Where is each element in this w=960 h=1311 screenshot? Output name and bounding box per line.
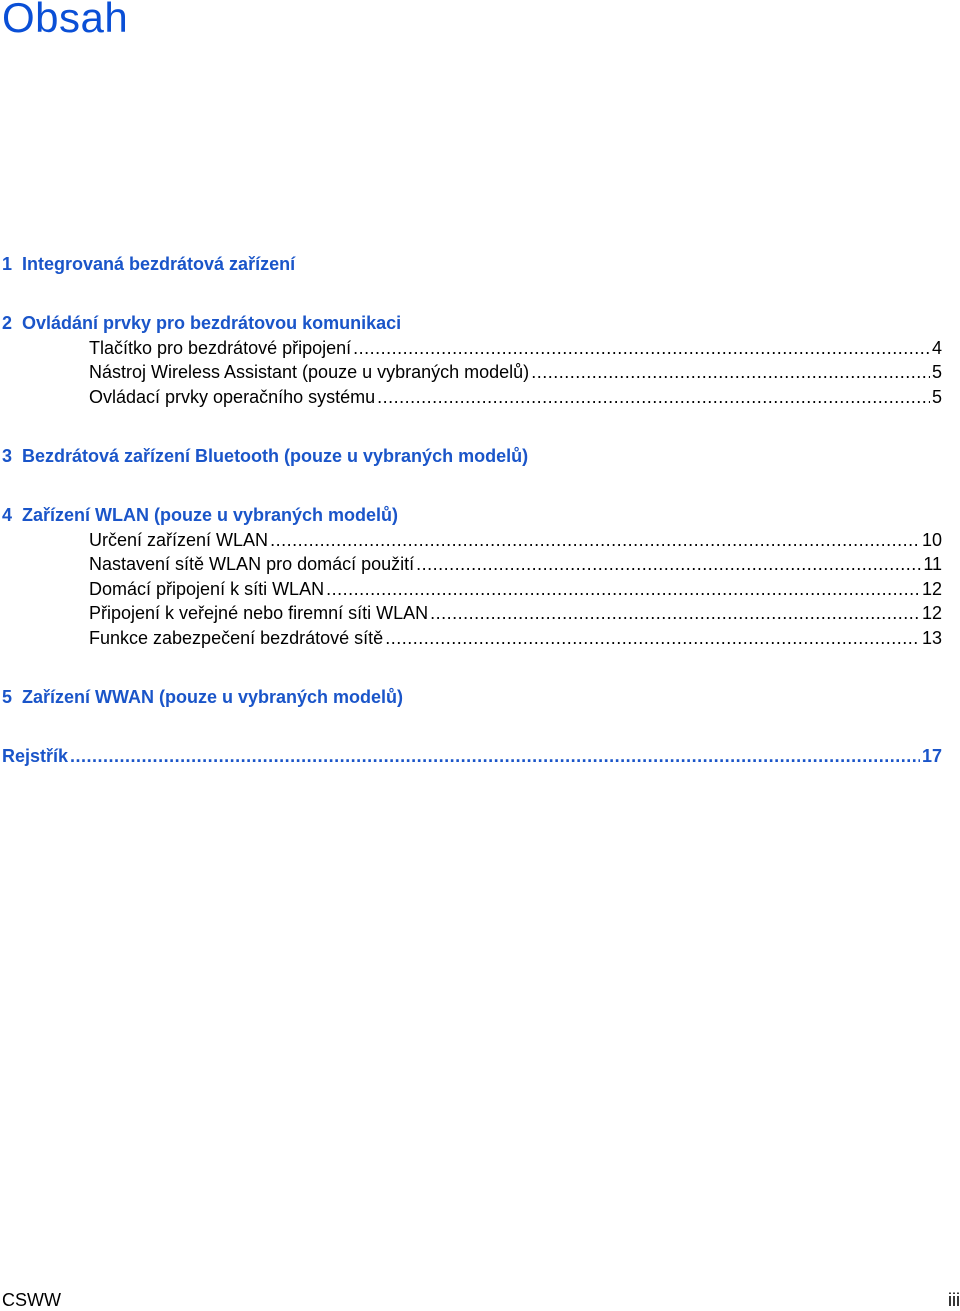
toc-entry[interactable] <box>89 579 942 600</box>
dot-leader <box>326 579 920 600</box>
chapter-number: 2 <box>2 313 13 333</box>
entry-label: Ovládací prvky operačního systému <box>89 387 376 407</box>
index-label: Rejstřík <box>2 746 69 766</box>
dot-leader <box>270 530 920 551</box>
entry-label: Domácí připojení k síti WLAN <box>89 579 325 599</box>
toc-chapter-3[interactable] <box>2 446 528 467</box>
chapter-title: Zařízení WLAN (pouze u vybraných modelů) <box>22 505 399 525</box>
entry-label: Nastavení sítě WLAN pro domácí použití <box>89 554 415 574</box>
toc-index-entry[interactable] <box>2 746 942 767</box>
entry-page: 5 <box>931 387 942 407</box>
entry-label: Určení zařízení WLAN <box>89 530 269 550</box>
toc-entry[interactable] <box>89 628 942 649</box>
entry-page: 12 <box>921 603 942 623</box>
dot-leader <box>385 628 920 649</box>
chapter-title: Zařízení WWAN (pouze u vybraných modelů) <box>22 687 404 707</box>
toc-entry[interactable] <box>89 530 942 551</box>
toc-entry[interactable] <box>89 362 942 383</box>
entry-label: Tlačítko pro bezdrátové připojení <box>89 338 352 358</box>
dot-leader <box>416 554 921 575</box>
chapter-title: Integrovaná bezdrátová zařízení <box>22 254 296 274</box>
toc-entry[interactable] <box>89 554 942 575</box>
entry-label: Nástroj Wireless Assistant (pouze u vybraných modelů) <box>89 362 530 382</box>
toc-entry[interactable] <box>89 603 942 624</box>
entry-page: 5 <box>931 362 942 382</box>
toc-chapter-2[interactable] <box>2 313 401 334</box>
chapter-title: Ovládání prvky pro bezdrátovou komunikaci <box>22 313 402 333</box>
toc-entry[interactable] <box>89 387 942 408</box>
page-title: Obsah <box>2 0 129 41</box>
entry-page: 12 <box>921 579 942 599</box>
entry-label: Připojení k veřejné nebo firemní síti WLAN <box>89 603 429 623</box>
toc-chapter-4[interactable] <box>2 505 398 526</box>
dot-leader <box>377 387 930 408</box>
entry-page: 4 <box>931 338 942 358</box>
index-page: 17 <box>921 746 942 766</box>
chapter-number: 3 <box>2 446 13 466</box>
entry-label: Funkce zabezpečení bezdrátové sítě <box>89 628 384 648</box>
chapter-title: Bezdrátová zařízení Bluetooth (pouze u vybraných modelů) <box>22 446 529 466</box>
dot-leader <box>531 362 930 383</box>
chapter-number: 5 <box>2 687 13 707</box>
entry-page: 13 <box>921 628 942 648</box>
dot-leader <box>353 338 930 359</box>
entry-page: 11 <box>923 554 942 574</box>
footer-page-number: iii <box>948 1290 960 1310</box>
dot-leader <box>70 746 920 767</box>
toc-chapter-5[interactable] <box>2 687 403 708</box>
entry-page: 10 <box>921 530 942 550</box>
toc-entry[interactable] <box>89 338 942 359</box>
chapter-number: 4 <box>2 505 13 525</box>
toc-chapter-1[interactable] <box>2 254 295 275</box>
footer-left: CSWW <box>2 1290 61 1310</box>
chapter-number: 1 <box>2 254 13 274</box>
dot-leader <box>430 603 920 624</box>
